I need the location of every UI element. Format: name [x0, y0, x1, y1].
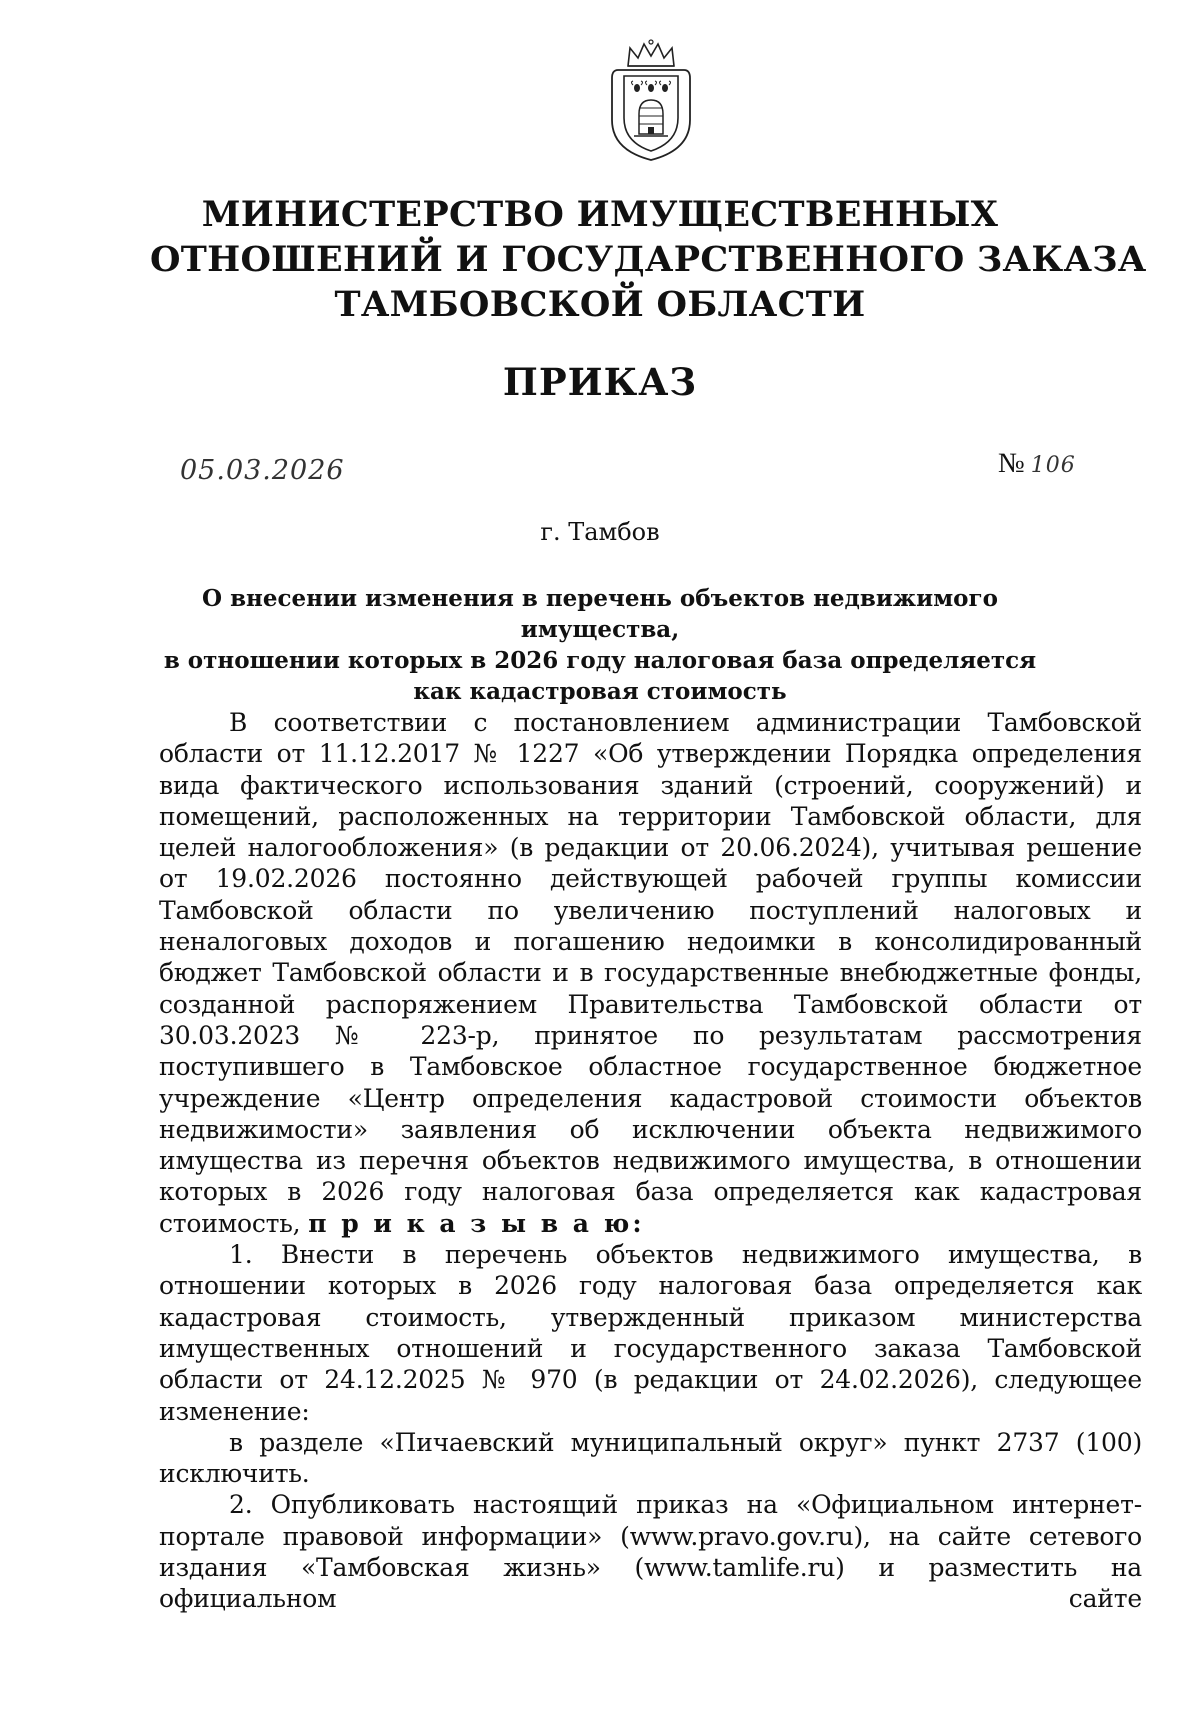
order-word: п р и к а з ы в а ю:: [308, 1208, 645, 1238]
subject-line2: в отношении которых в 2026 году налоговая база определяется: [163, 647, 1037, 674]
document-type: ПРИКАЗ: [502, 360, 698, 404]
coat-of-arms-emblem: [606, 38, 696, 163]
ministry-name-line3: ТАМБОВСКОЙ ОБЛАСТИ: [334, 284, 866, 325]
number-value: 106: [1030, 453, 1076, 478]
ministry-name-line2: ОТНОШЕНИЙ И ГОСУДАРСТВЕННОГО ЗАКАЗА: [150, 239, 1147, 280]
document-date: 05.03.2026: [180, 455, 345, 486]
subject-line1: О внесении изменения в перечень объектов недвижимого имущества,: [202, 585, 998, 643]
ministry-name-line1: МИНИСТЕРСТВО ИМУЩЕСТВЕННЫХ: [201, 194, 999, 235]
ministry-name: [150, 192, 1147, 327]
item-1: 1. Внести в перечень объектов недвижимого имущества, в отношении которых в 2026 году налоговая база определяется как кадастровая стоимость, утвержденный приказом министерства имущественных отношений и государственного заказа Тамбовской области от 24.12.2025 № 970 (в редакции от 24.02.2026), следующее изменение:: [159, 1240, 1142, 1426]
preamble-paragraph: [159, 707, 1142, 1239]
order-body: [159, 707, 1142, 1615]
city: г. Тамбов: [540, 518, 660, 546]
number-sign: №: [998, 448, 1025, 479]
order-subject: [150, 583, 1050, 707]
item-2: 2. Опубликовать настоящий приказ на «Официальном интернет-портале правовой информации» (www.pravo.gov.ru), на сайте сетевого издания «Тамбовская жизнь» (www.tamlife.ru) и разместить на официальном сайте: [159, 1490, 1142, 1614]
subject-line3: как кадастровая стоимость: [413, 678, 787, 705]
document-number: [998, 448, 1076, 480]
item-1-change: в разделе «Пичаевский муниципальный округ» пункт 2737 (100) исключить.: [159, 1427, 1142, 1489]
preamble-text: В соответствии с постановлением администрации Тамбовской области от 11.12.2017 № 1227 «Об утверждении Порядка определения вида фактического использования зданий (строений, сооружений) и помещений, расположенных на территории Тамбовской области, для целей налогообложения» (в редакции от 20.06.2024), учитывая решение от 19.02.2026 постоянно действующей рабочей группы комиссии Тамбовской области по увеличению поступлений налоговых и неналоговых доходов и погашению недоимки в консолидированный бюджет Тамбовской области и в государственные внебюджетные фонды, созданной распоряжением Правительства Тамбовской области от 30.03.2023 № 223-р, принятое по результатам рассмотрения поступившего в Тамбовское областное государственное бюджетное учреждение «Центр определения кадастровой стоимости объектов недвижимости» заявления об исключении объекта недвижимого имущества из перечня объектов недвижимого имущества, в отношении которых в 2026 году налоговая база определяется как кадастровая стоимость,: [159, 708, 1142, 1238]
